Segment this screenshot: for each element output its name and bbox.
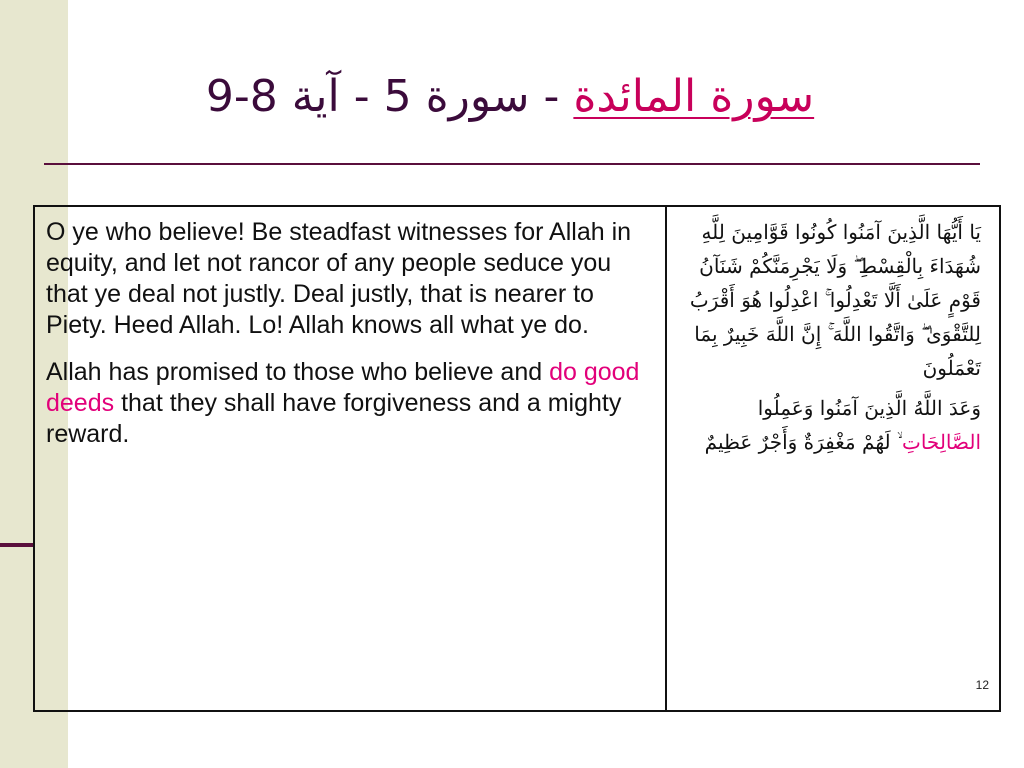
english-verse-9-highlight: do good deeds <box>46 358 640 417</box>
page-number: 12 <box>975 678 989 692</box>
arabic-verse-8: يَا أَيُّهَا الَّذِينَ آمَنُوا كُونُوا قَوَّامِينَ لِلَّهِ شُهَدَاءَ بِالْقِسْطِ ۖ وَلَا يَجْرِمَنَّكُمْ شَنَآنُ قَوْمٍ عَلَىٰ أَلَّا تَعْدِلُوا ۚ اعْدِلُوا هُوَ أَقْرَبُ لِلتَّقْوَىٰ ۖ وَاتَّقُوا اللَّهَ ۚ إِنَّ اللَّهَ خَبِيرٌ بِمَا تَعْمَلُونَ <box>689 220 981 380</box>
arabic-verse-9-highlight: الصَّالِحَاتِ <box>901 430 981 454</box>
english-verse-9 <box>46 357 655 450</box>
english-translation-column <box>35 207 667 710</box>
english-verse-9-start: Allah has promised to those who believe and <box>46 358 550 386</box>
english-verse-8: O ye who believe! Be steadfast witnesses for Allah in equity, and let not rancor of any people seduce you that ye deal not justly. Deal justly, that is nearer to Piety. Heed Allah. Lo! Allah knows all what ye do. <box>46 218 632 339</box>
surah-name-link[interactable]: سورة المائدة <box>573 71 815 122</box>
title-divider <box>44 163 980 165</box>
arabic-verse-9-start: وَعَدَ اللَّهُ الَّذِينَ آمَنُوا وَعَمِلُوا <box>757 396 981 420</box>
surah-verse-reference: - سورة 5 - آية 8-9 <box>205 71 574 122</box>
slide-title <box>70 62 950 132</box>
english-verse-9-end: that they shall have forgiveness and a mighty reward. <box>46 389 622 448</box>
arabic-verse-9-end: ۙ لَهُمْ مَغْفِرَةٌ وَأَجْرٌ عَظِيمٌ <box>704 430 902 454</box>
sidebar-accent-bar <box>0 543 34 547</box>
arabic-text-column <box>667 207 999 710</box>
arabic-verse-9 <box>679 391 981 459</box>
verse-table <box>33 205 1001 712</box>
